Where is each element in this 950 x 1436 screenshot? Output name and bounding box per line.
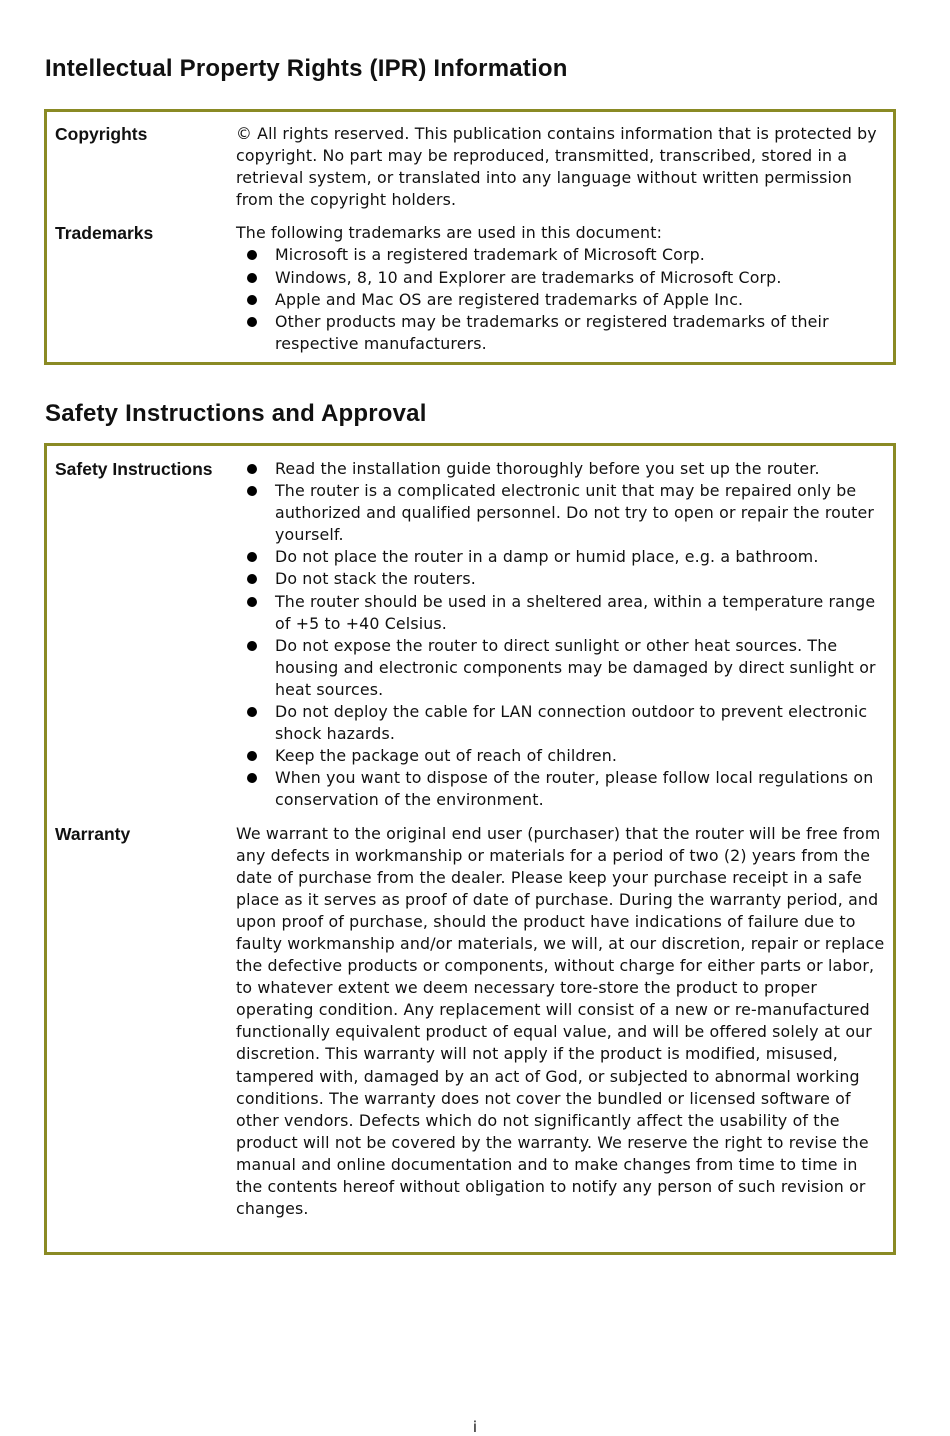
safety-heading: Safety Instructions and Approval: [45, 400, 427, 427]
list-item-text: Apple and Mac OS are registered trademarks of Apple Inc.: [275, 289, 744, 309]
safety-box: [44, 443, 896, 1255]
safety-list: [236, 458, 885, 812]
trademarks-intro: The following trademarks are used in this document:: [236, 223, 663, 243]
safety-instructions-label: Safety Instructions: [55, 459, 213, 479]
list-item: [236, 701, 885, 745]
trademarks-list: [236, 244, 885, 354]
copyrights-label: Copyrights: [55, 124, 148, 144]
list-item-text: Keep the package out of reach of children.: [275, 746, 618, 766]
bullet-icon: [247, 295, 257, 305]
bullet-icon: [247, 317, 257, 327]
copyrights-row: [47, 123, 893, 211]
bullet-icon: [247, 597, 257, 607]
list-item-text: Do not stack the routers.: [275, 569, 476, 589]
bullet-icon: [247, 250, 257, 260]
list-item: [236, 568, 885, 590]
list-item: [236, 635, 885, 701]
ipr-box: [44, 109, 896, 365]
list-item-text: Do not expose the router to direct sunlight or other heat sources. The housing and electronic components may be damaged by direct sunlight or heat sources.: [275, 635, 876, 699]
trademarks-content: [236, 222, 885, 355]
trademarks-row: [47, 222, 893, 355]
list-item: [236, 591, 885, 635]
list-item-text: Microsoft is a registered trademark of Microsoft Corp.: [275, 245, 705, 265]
list-item: [236, 745, 885, 767]
bullet-icon: [247, 486, 257, 496]
bullet-icon: [247, 751, 257, 761]
copyrights-content: [236, 123, 885, 211]
list-item: [236, 458, 885, 480]
list-item-text: Do not deploy the cable for LAN connection outdoor to prevent electronic shock hazards.: [275, 702, 868, 744]
warranty-content: [236, 823, 885, 1221]
warranty-text: We warrant to the original end user (purchaser) that the router will be free from any defects in workmanship or materials for a period of two (2) years from the date of purchase from the dealer. Please keep your purchase receipt in a safe place as it serves as proof of date of purchase. During the warranty period, and upon proof of purchase, should the product have indications of failure due to faulty workmanship and/or materials, we will, at our discretion, repair or replace the defective products or components, without charge for either parts or labor, to whatever extent we deem necessary tore-store the product to proper operating condition. Any replacement will consist of a new or re-manufactured functionally equivalent product of equal value, and will be offered solely at our discretion. This warranty will not apply if the product is modified, misused, tampered with, damaged by an act of God, or subjected to abnormal working conditions. The warranty does not cover the bundled or licensed software of other vendors. Defects which do not significantly affect the usability of the product will not be covered by the warranty. We reserve the right to revise the manual and online documentation and to make changes from time to time in the contents hereof without obligation to notify any person of such revision or changes.: [236, 823, 885, 1219]
list-item-text: Windows, 8, 10 and Explorer are trademarks of Microsoft Corp.: [275, 267, 782, 287]
list-item: [236, 244, 885, 266]
warranty-row: [47, 823, 893, 1221]
list-item: [236, 546, 885, 568]
list-item-text: Do not place the router in a damp or humid place, e.g. a bathroom.: [275, 547, 819, 567]
bullet-icon: [247, 773, 257, 783]
bullet-icon: [247, 273, 257, 283]
list-item-text: The router should be used in a sheltered area, within a temperature range of +5 to +40 Celsius.: [275, 591, 876, 633]
safety-instructions-row: [47, 458, 893, 812]
bullet-icon: [247, 552, 257, 562]
list-item-text: The router is a complicated electronic unit that may be repaired only be authorized and qualified personnel. Do not try to open or repair the router yourself.: [275, 481, 874, 545]
safety-instructions-content: [236, 458, 885, 812]
list-item-text: Read the installation guide thoroughly before you set up the router.: [275, 459, 820, 478]
bullet-icon: [247, 641, 257, 651]
copyrights-text: © All rights reserved. This publication contains information that is protected by copyright. No part may be reproduced, transmitted, transcribed, stored in a retrieval system, or translated into any language without written permission from the copyright holders.: [236, 124, 877, 210]
trademarks-label: Trademarks: [55, 223, 154, 244]
list-item: [236, 267, 885, 289]
bullet-icon: [247, 707, 257, 717]
bullet-icon: [247, 574, 257, 584]
list-item-text: Other products may be trademarks or registered trademarks of their respective manufacturers.: [275, 311, 829, 353]
list-item: [236, 311, 885, 355]
page-number: i: [472, 1418, 478, 1436]
ipr-heading: Intellectual Property Rights (IPR) Information: [45, 55, 568, 82]
list-item: [236, 480, 885, 546]
list-item-text: When you want to dispose of the router, please follow local regulations on conservation of the environment.: [275, 768, 874, 810]
list-item: [236, 289, 885, 311]
list-item: [236, 767, 885, 811]
bullet-icon: [247, 464, 257, 474]
warranty-label: Warranty: [55, 823, 131, 844]
